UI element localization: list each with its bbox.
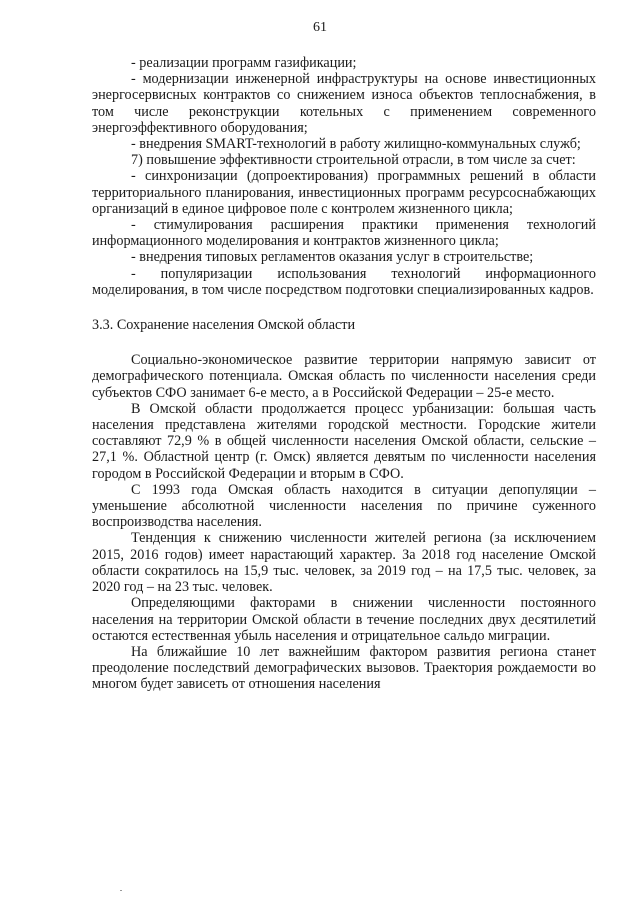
paragraph-population-decline: Тенденция к снижению численности жителей региона (за исключением 2015, 2016 годов) имеет нарастающий характер. За 2018 год население Омской области сократилось на 15,9 тыс. человек, за 2019 год – на 17,5 тыс. человек, за 2020 год – на 23 тыс. человек. [92, 530, 596, 596]
page-content [92, 55, 596, 693]
list-item-standard-regulations: - внедрения типовых регламентов оказания услуг в строительстве; [131, 249, 534, 266]
paragraph-urbanization: В Омской области продолжается процесс урбанизации: большая часть населения представлена жителями городской местности. Городские жители составляют 72,9 % в общей численности населения Омской области, сельские – 27,1 %. Областной центр (г. Омск) является девятым по численности населения городом в Российской Федерации и вторым в СФО. [92, 400, 596, 482]
spacer [92, 333, 596, 352]
spacer [92, 298, 596, 317]
list-item-popularization: - популяризации использования технологий информационного моделирования, в том числе посредством подготовки специализированных кадров. [92, 265, 596, 298]
section-heading: 3.3. Сохранение населения Омской области [92, 317, 356, 334]
list-item-construction-efficiency: 7) повышение эффективности строительной отрасли, в том числе за счет: [131, 152, 576, 169]
scan-mark [120, 890, 122, 891]
list-item-gasification: - реализации программ газификации; [131, 55, 357, 71]
paragraph-determining-factors: Определяющими факторами в снижении численности постоянного населения на территории Омской области в течение последних двух десятилетий остаются естественная убыль населения и отрицательное сальдо миграции. [92, 595, 596, 644]
list-item-synchronization: - синхронизации (допроектирования) программных решений в области территориального планирования, инвестиционных программ ресурсоснабжающих организаций в единое цифровое поле с контролем жизненного цикла; [92, 168, 596, 217]
paragraph-depopulation: С 1993 года Омская область находится в ситуации депопуляции – уменьшение абсолютной численности населения по причине суженного воспроизводства населения. [92, 481, 596, 531]
list-item-information-modeling: - стимулирования расширения практики применения технологий информационного моделирования и контрактов жизненного цикла; [92, 217, 596, 250]
list-item-smart-technologies: - внедрения SMART-технологий в работу жилищно-коммунальных служб; [131, 136, 581, 153]
page-number: 61 [313, 20, 327, 35]
paragraph-demographic-potential: Социально-экономическое развитие территории напрямую зависит от демографического потенциала. Омская область по численности населения среди субъектов СФО занимает 6-е место, а в Российской Федерации – 25-е место. [92, 352, 596, 401]
paragraph-demographic-challenges: На ближайшие 10 лет важнейшим фактором развития региона станет преодоление последствий демографических вызовов. Траектория рождаемости во многом будет зависеть от отношения населения [92, 643, 596, 693]
list-item-infrastructure-modernization: - модернизации инженерной инфраструктуры на основе инвестиционных энергосервисных контрактов со снижением износа объектов теплоснабжения, в том числе реконструкции котельных с применением современного энергоэффективного оборудования; [92, 71, 596, 136]
